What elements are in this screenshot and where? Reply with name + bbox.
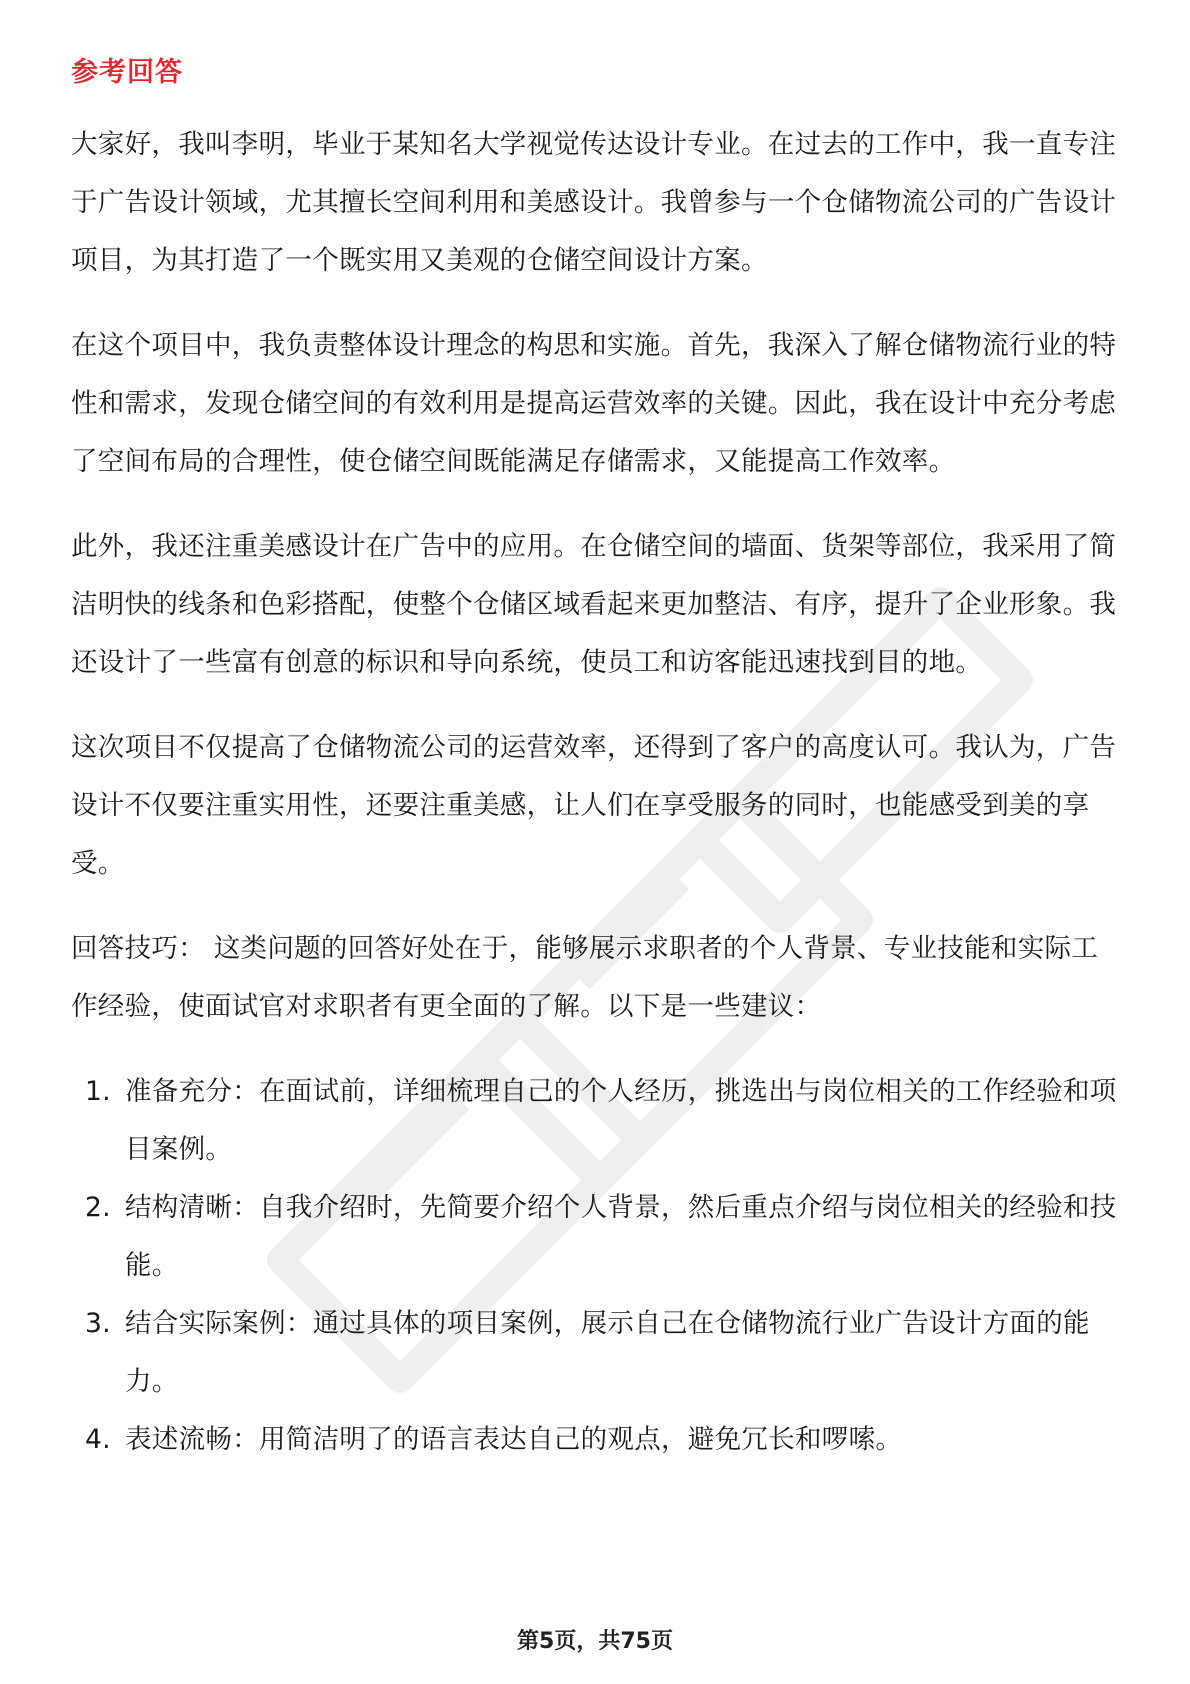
tip-number: 3. bbox=[85, 1308, 111, 1339]
answer-paragraph-4: 这次项目不仅提高了仓储物流公司的运营效率，还得到了客户的高度认可。我认为，广告设计不仅要注重实用性，还要注重美感，让人们在享受服务的同时，也能感受到美的享受。 bbox=[71, 732, 1117, 879]
tip-text: 表述流畅：用简洁明了的语言表达自己的观点，避免冗长和啰嗦。 bbox=[125, 1424, 903, 1455]
tip-text: 结合实际案例：通过具体的项目案例，展示自己在仓储物流行业广告设计方面的能力。 bbox=[125, 1308, 1090, 1397]
section-heading: 参考回答 bbox=[71, 57, 183, 88]
tip-item-3 bbox=[71, 1295, 1123, 1411]
answer-paragraph-2: 在这个项目中，我负责整体设计理念的构思和实施。首先，我深入了解仓储物流行业的特性和需求，发现仓储空间的有效利用是提高运营效率的关键。因此，我在设计中充分考虑了空间布局的合理性，使仓储空间既能满足存储需求，又能提高工作效率。 bbox=[71, 330, 1117, 477]
tip-number: 1. bbox=[85, 1076, 111, 1107]
answer-content bbox=[71, 116, 1123, 1469]
page-footer: 第5页，共75页 bbox=[517, 1629, 673, 1654]
answer-paragraph-1: 大家好，我叫李明，毕业于某知名大学视觉传达设计专业。在过去的工作中，我一直专注于广告设计领域，尤其擅长空间利用和美感设计。我曾参与一个仓储物流公司的广告设计项目，为其打造了一个既实用又美观的仓储空间设计方案。 bbox=[71, 129, 1117, 276]
tip-item-4 bbox=[71, 1411, 1123, 1469]
tip-number: 4. bbox=[85, 1424, 111, 1455]
tip-text: 准备充分：在面试前，详细梳理自己的个人经历，挑选出与岗位相关的工作经验和项目案例。 bbox=[125, 1076, 1117, 1165]
tip-number: 2. bbox=[85, 1192, 111, 1223]
tips-list bbox=[71, 1063, 1123, 1469]
answer-paragraph-3: 此外，我还注重美感设计在广告中的应用。在仓储空间的墙面、货架等部位，我采用了简洁明快的线条和色彩搭配，使整个仓储区域看起来更加整洁、有序，提升了企业形象。我还设计了一些富有创意的标识和导向系统，使员工和访客能迅速找到目的地。 bbox=[71, 531, 1117, 678]
tip-item-1 bbox=[71, 1063, 1123, 1179]
tip-item-2 bbox=[71, 1179, 1123, 1295]
tips-intro: 回答技巧： 这类问题的回答好处在于，能够展示求职者的个人背景、专业技能和实际工作经验，使面试官对求职者有更全面的了解。以下是一些建议： bbox=[71, 933, 1099, 1022]
tip-text: 结构清晰：自我介绍时，先简要介绍个人背景，然后重点介绍与岗位相关的经验和技能。 bbox=[125, 1192, 1117, 1281]
